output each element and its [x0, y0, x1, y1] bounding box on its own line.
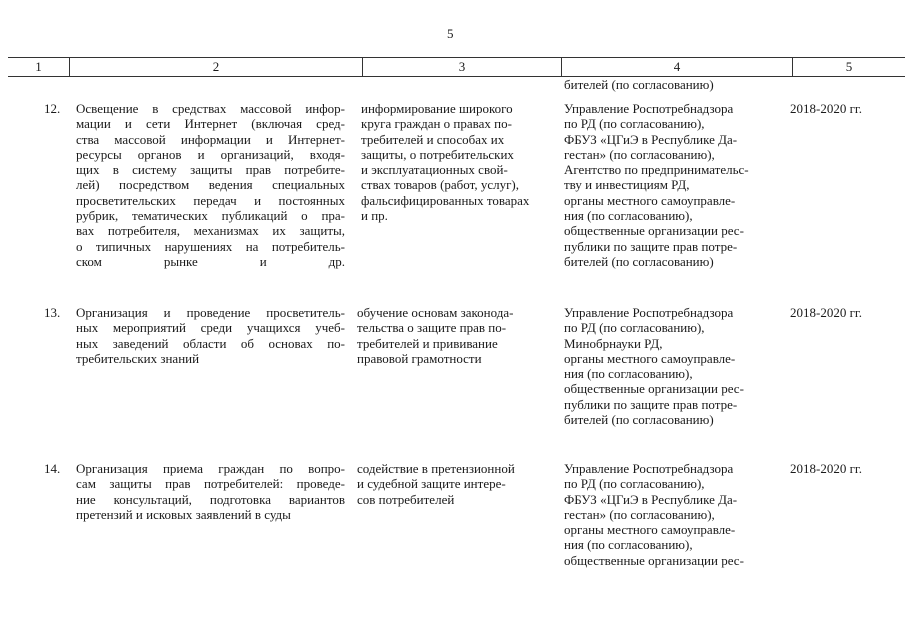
activity-cell	[76, 305, 345, 366]
text-line: требителей и прививание	[357, 335, 498, 351]
text-line: по РД (по согласованию),	[564, 116, 705, 132]
text-line: и эксплуатационных свой-	[361, 162, 508, 178]
text-line: мации и сети Интернет (включая сред-	[76, 116, 345, 132]
row-number: 12.	[44, 101, 61, 116]
text-line: требителей и способах их	[361, 131, 505, 147]
text-line: публики по защите прав потре-	[564, 396, 738, 412]
text-line: Освещение в средствах массовой инфор-	[76, 101, 345, 116]
text-line: общественные организации рес-	[564, 552, 744, 568]
text-line: общественные организации рес-	[564, 381, 744, 397]
table-header-row	[8, 57, 905, 77]
text-line: ства массовой информации и Интернет-	[76, 131, 345, 147]
text-line: ФБУЗ «ЦГиЭ в Республике Да-	[564, 491, 738, 507]
text-line: Агентство по предпринимательс-	[564, 162, 749, 178]
text-line: требительских знаний	[76, 350, 200, 366]
text-line: вах потребителя, механизмах их защиты,	[76, 223, 345, 239]
text-line: бителей (по согласованию)	[564, 253, 714, 269]
header-col-2: 2	[70, 58, 363, 76]
text-line: информирование широкого	[361, 101, 513, 116]
text-line: правовой грамотности	[357, 350, 482, 366]
text-line: ных заведений области об основах по-	[76, 335, 345, 351]
text-line: рубрик, тематических публикаций о пра-	[76, 208, 345, 224]
activity-cell	[76, 101, 345, 269]
text-line: круга граждан о правах по-	[361, 116, 512, 132]
text-line: Управление Роспотребнадзора	[564, 101, 734, 116]
period-cell: 2018-2020 гг.	[790, 305, 863, 320]
text-line: лей) посредством ведения специальных	[76, 177, 345, 193]
goal-cell	[357, 305, 550, 366]
continuation-text: бителей (по согласованию)	[564, 77, 714, 92]
text-line: Управление Роспотребнадзора	[564, 461, 734, 476]
text-line: и пр.	[361, 208, 388, 224]
text-line: обучение основам законода-	[357, 305, 514, 320]
text-line: Организация приема граждан по вопро-	[76, 461, 345, 476]
text-line: Организация и проведение просветитель-	[76, 305, 345, 320]
text-line: ФБУЗ «ЦГиЭ в Республике Да-	[564, 131, 738, 147]
header-col-1: 1	[8, 58, 70, 76]
text-line: общественные организации рес-	[564, 223, 744, 239]
text-line: тву и инвестициям РД,	[564, 177, 690, 193]
text-line: ние консультаций, подготовка вариантов	[76, 491, 345, 507]
text-line: по РД (по согласованию),	[564, 476, 705, 492]
responsible-cell	[564, 101, 780, 269]
text-line: содействие в претензионной	[357, 461, 515, 476]
page-number: 5	[447, 26, 454, 41]
text-line: просветительских передач и постоянных	[76, 192, 345, 208]
text-line: по РД (по согласованию),	[564, 320, 705, 336]
responsible-cell	[564, 461, 780, 568]
text-line: тельства о защите прав по-	[357, 320, 507, 336]
text-line: и судебной защите интере-	[357, 476, 506, 492]
text-line: ствах товаров (работ, услуг),	[361, 177, 519, 193]
text-line: Минобрнауки РД,	[564, 335, 663, 351]
text-line: сам защиты прав потребителей: проведе-	[76, 476, 345, 492]
text-line: ния (по согласованию),	[564, 537, 693, 553]
row-number: 14.	[44, 461, 61, 476]
period-cell: 2018-2020 гг.	[790, 101, 863, 116]
text-line: ресурсы органов и организаций, входя-	[76, 146, 345, 162]
text-line: публики по защите прав потре-	[564, 238, 738, 254]
text-line: ния (по согласованию),	[564, 366, 693, 382]
text-line: Управление Роспотребнадзора	[564, 305, 734, 320]
text-line: бителей (по согласованию)	[564, 412, 714, 428]
responsible-cell	[564, 305, 780, 427]
text-line: гестан» (по согласованию),	[564, 506, 715, 522]
row-number: 13.	[44, 305, 61, 320]
text-line: ния (по согласованию),	[564, 208, 693, 224]
period-cell: 2018-2020 гг.	[790, 461, 863, 476]
header-col-3: 3	[363, 58, 562, 76]
text-line: претензий и исковых заявлений в суды	[76, 506, 291, 522]
text-line: о типичных нарушениях на потребитель-	[76, 238, 345, 254]
goal-cell	[357, 461, 550, 507]
header-col-5: 5	[845, 59, 853, 74]
text-line: защиты, о потребительских	[361, 146, 514, 162]
text-line: ных мероприятий среди учащихся учеб-	[76, 320, 345, 336]
text-line: органы местного самоуправле-	[564, 192, 736, 208]
text-line: ском рынке и др.	[76, 253, 345, 269]
text-line: фальсифицированных товарах	[361, 192, 530, 208]
goal-cell	[361, 101, 550, 223]
text-line: гестан» (по согласованию),	[564, 146, 715, 162]
activity-cell	[76, 461, 345, 522]
text-line: органы местного самоуправле-	[564, 522, 736, 538]
text-line: органы местного самоуправле-	[564, 350, 736, 366]
text-line: сов потребителей	[357, 491, 455, 507]
text-line: щих в систему защиты прав потребите-	[76, 162, 345, 178]
header-col-4: 4	[562, 58, 793, 76]
